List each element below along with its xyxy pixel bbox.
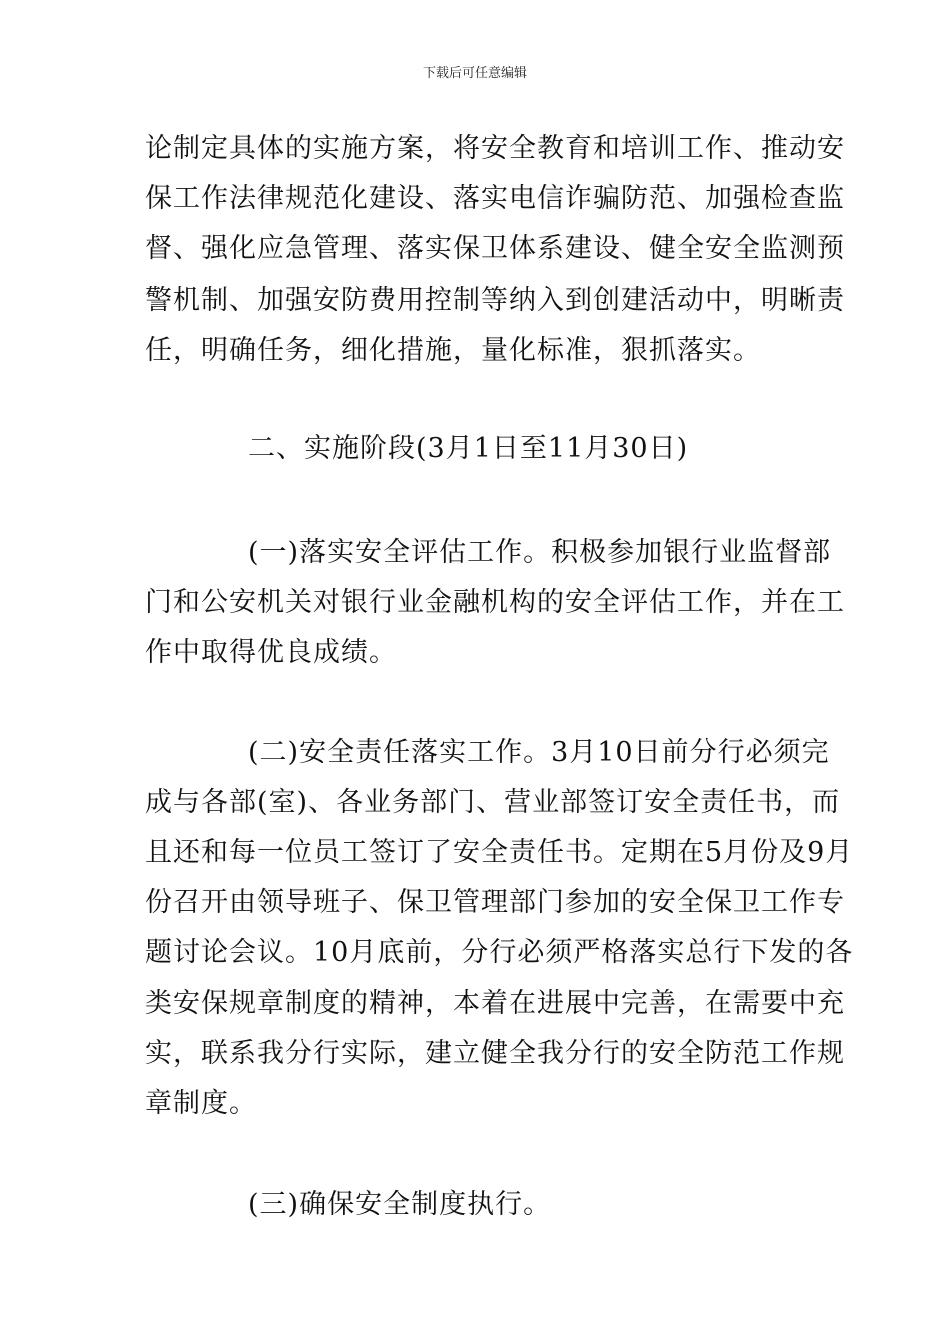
paragraph-line: (一)落实安全评估工作。积极参加银行业监督部 [248, 537, 832, 568]
paragraph-line: 题讨论会议。10月底前，分行必须严格落实总行下发的各 [145, 937, 854, 968]
paragraph-line: 实，联系我分行实际，建立健全我分行的安全防范工作规 [145, 1038, 845, 1069]
paragraph-line: 督、强化应急管理、落实保卫体系建设、健全安全监测预 [145, 233, 845, 264]
page-header: 下载后可任意编辑 [422, 66, 527, 81]
paragraph-line: 作中取得优良成绩。 [145, 637, 397, 668]
paragraph-line: 论制定具体的实施方案，将安全教育和培训工作、推动安 [145, 133, 845, 164]
paragraph-line: 章制度。 [145, 1088, 257, 1119]
paragraph-line: 保工作法律规范化建设、落实电信诈骗防范、加强检查监 [145, 183, 845, 214]
paragraph-line: 且还和每一位员工签订了安全责任书。定期在5月份及9月 [145, 837, 854, 868]
paragraph-line: 类安保规章制度的精神，本着在进展中完善，在需要中充 [145, 988, 845, 1019]
section-heading: 二、实施阶段(3月1日至11月30日) [248, 433, 689, 464]
paragraph-line: 门和公安机关对银行业金融机构的安全评估工作，并在工 [145, 587, 845, 618]
paragraph-line: 份召开由领导班子、保卫管理部门参加的安全保卫工作专 [145, 887, 845, 918]
paragraph-line: 任，明确任务，细化措施，量化标准，狠抓落实。 [145, 335, 761, 366]
paragraph-line: (二)安全责任落实工作。3月10日前分行必须完 [248, 737, 830, 768]
paragraph-line: (三)确保安全制度执行。 [248, 1189, 552, 1220]
paragraph-line: 成与各部(室)、各业务部门、营业部签订安全责任书，而 [145, 787, 841, 818]
paragraph-line: 警机制、加强安防费用控制等纳入到创建活动中，明晰责 [145, 285, 845, 316]
